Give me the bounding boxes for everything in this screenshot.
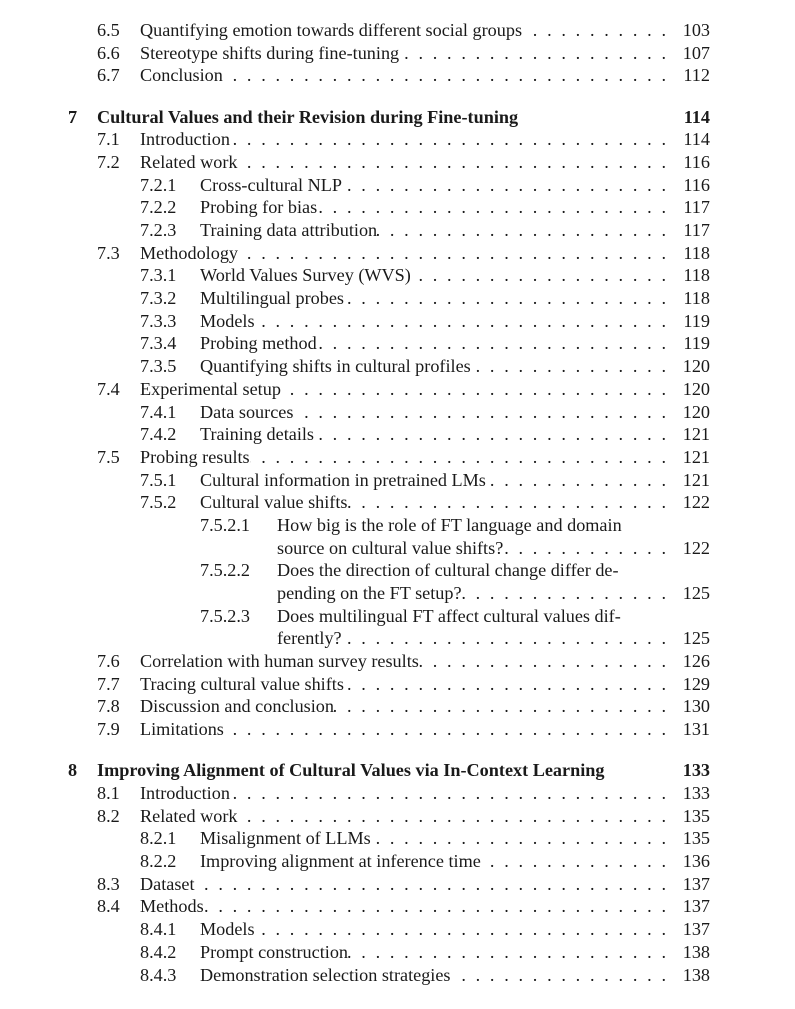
toc-entry[interactable] <box>0 850 795 873</box>
toc-entry-page: 121 <box>682 469 710 490</box>
toc-entry-title: Does the direction of cultural change differ de- <box>277 560 619 581</box>
toc-entry-title: Improving alignment at inference time <box>200 851 481 872</box>
toc-entry[interactable] <box>0 469 795 492</box>
toc-entry-line <box>277 559 710 582</box>
dot-leader <box>255 310 666 333</box>
toc-entry-page: 114 <box>683 129 710 150</box>
dot-leader <box>281 378 666 401</box>
toc-entry-title: Cultural Values and their Revision during Fine-tuning <box>97 106 519 127</box>
toc-entry-number: 7.5.1 <box>140 469 177 490</box>
toc-entry-page: 122 <box>682 537 710 558</box>
toc-entry[interactable] <box>0 605 795 628</box>
toc-entry-title: Methods <box>140 896 204 917</box>
toc-entry[interactable] <box>0 537 795 560</box>
toc-entry[interactable] <box>0 196 795 219</box>
toc-entry-title: Stereotype shifts during fine-tuning <box>140 42 400 63</box>
toc-entry-page: 117 <box>683 197 710 218</box>
toc-entry[interactable] <box>0 446 795 469</box>
toc-entry-page: 116 <box>683 174 710 195</box>
dot-leader <box>238 242 666 265</box>
toc-entry-number: 7.1 <box>97 129 120 150</box>
toc-entry-title: Methodology <box>140 242 239 263</box>
dot-leader <box>471 355 666 378</box>
toc-entry-page: 120 <box>682 401 710 422</box>
toc-entry[interactable] <box>0 627 795 650</box>
toc-entry-line <box>277 605 710 628</box>
toc-entry-page: 126 <box>682 651 710 672</box>
toc-entry-number: 7.3.3 <box>140 310 177 331</box>
toc-entry-number: 7.2.3 <box>140 220 177 240</box>
toc-entry-line <box>277 627 710 650</box>
toc-entry-page: 118 <box>683 288 710 309</box>
toc-entry-page: 138 <box>682 964 710 985</box>
toc-entry-page <box>666 559 710 582</box>
toc-entry[interactable] <box>0 941 795 964</box>
toc-entry-line <box>140 718 710 741</box>
toc-entry-number: 8 <box>68 760 78 781</box>
toc-entry[interactable] <box>0 673 795 696</box>
toc-entry[interactable] <box>0 423 795 446</box>
toc-entry-page: 114 <box>683 106 710 127</box>
toc-entry-line <box>97 759 710 782</box>
toc-entry[interactable] <box>0 650 795 673</box>
toc-entry[interactable] <box>0 310 795 333</box>
dot-leader <box>522 19 666 42</box>
toc-entry-line <box>277 514 710 537</box>
toc-entry-page: 133 <box>682 783 710 803</box>
dot-leader <box>237 805 666 828</box>
toc-entry-title: ferently? <box>277 628 342 649</box>
toc-entry-page: 120 <box>682 378 710 399</box>
toc-entry[interactable] <box>0 174 795 197</box>
toc-entry-title: pending on the FT setup? <box>277 583 462 603</box>
toc-entry-page: 121 <box>682 424 710 445</box>
dot-leader <box>237 151 666 174</box>
toc-entry-page: 120 <box>682 356 710 377</box>
toc-entry-number: 8.1 <box>97 783 120 803</box>
toc-entry-title: World Values Survey (WVS) <box>200 265 411 286</box>
toc-entry-number: 8.2.2 <box>140 851 177 872</box>
toc-entry-title: Discussion and conclusion <box>140 696 334 717</box>
dot-leader <box>377 219 666 242</box>
toc-entry-line <box>200 941 710 964</box>
toc-entry-page: 130 <box>682 696 710 717</box>
toc-entry-number: 8.4 <box>97 896 120 917</box>
toc-entry-line <box>200 264 710 287</box>
toc-entry-title: How big is the role of FT language and domain <box>277 514 622 535</box>
toc-entry-title: Data sources <box>200 401 294 422</box>
toc-entry-line <box>200 310 710 333</box>
toc-entry-number: 7.5.2.1 <box>200 514 251 535</box>
toc-entry-number: 7.5.2.2 <box>200 560 251 581</box>
toc-entry-number: 8.3 <box>97 873 120 894</box>
toc-entry[interactable] <box>0 219 795 242</box>
dot-leader <box>334 695 666 718</box>
toc-entry-number: 7.4 <box>97 378 120 399</box>
toc-entry-title: Probing results <box>140 446 250 467</box>
toc-entry-page: 137 <box>682 919 710 940</box>
dot-leader <box>230 128 666 151</box>
toc-entry-line <box>140 151 710 174</box>
dot-leader <box>224 718 666 741</box>
toc-entry-page: 131 <box>682 719 710 740</box>
toc-entry-title: Cultural value shifts <box>200 492 348 513</box>
toc-entry-number: 7.3.5 <box>140 356 177 377</box>
toc-entry-line <box>140 446 710 469</box>
toc-entry-page: 112 <box>683 65 710 86</box>
toc-entry-line <box>200 196 710 219</box>
dot-leader <box>486 469 666 492</box>
toc-entry-number: 8.4.2 <box>140 941 177 962</box>
toc-entry-title: Related work <box>140 805 238 826</box>
toc-entry-page: 122 <box>682 492 710 513</box>
dot-leader <box>317 196 666 219</box>
toc-entry[interactable] <box>0 19 795 42</box>
toc-entry-line <box>140 895 710 918</box>
toc-entry-page: 118 <box>683 265 710 286</box>
toc-entry-title: Tracing cultural value shifts <box>140 673 344 694</box>
toc-entry-title: Does multilingual FT affect cultural values dif- <box>277 605 621 626</box>
toc-entry-number: 7.4.1 <box>140 401 177 422</box>
toc-entry-page: 135 <box>682 805 710 826</box>
toc-entry-title: Cross-cultural NLP <box>200 174 342 195</box>
toc-entry[interactable] <box>0 895 795 918</box>
toc-entry-title: Quantifying shifts in cultural profiles <box>200 356 471 377</box>
toc-entry-number: 7.5.2.3 <box>200 605 251 626</box>
dot-leader <box>204 895 666 918</box>
toc-entry-number: 7.8 <box>97 696 120 717</box>
toc-entry-number: 7.5.2 <box>140 492 177 513</box>
toc-entry-line <box>140 805 710 828</box>
toc-entry-line <box>140 695 710 718</box>
dot-leader <box>250 446 666 469</box>
toc-entry-line <box>140 64 710 87</box>
toc-entry[interactable] <box>0 491 795 514</box>
toc-entry-title: Models <box>200 310 255 331</box>
toc-entry-title: Multilingual probes <box>200 288 344 309</box>
toc-entry-title: Experimental setup <box>140 378 281 399</box>
dot-leader <box>399 42 666 65</box>
dot-leader <box>344 287 666 310</box>
toc-entry-number: 6.5 <box>97 20 120 40</box>
toc-entry-page: 119 <box>683 310 710 331</box>
toc-entry-title: Introduction <box>140 783 230 803</box>
toc-entry[interactable] <box>0 918 795 941</box>
toc-entry-line <box>140 873 710 896</box>
toc-entry-title: Introduction <box>140 129 230 150</box>
toc-entry-title: Related work <box>140 151 238 172</box>
toc-entry-number: 8.2 <box>97 805 120 826</box>
toc-entry-line <box>277 537 710 560</box>
toc-entry-line <box>140 19 710 42</box>
toc-entry[interactable] <box>0 332 795 355</box>
toc-entry-number: 8.2.1 <box>140 828 177 849</box>
toc-entry[interactable] <box>0 64 795 87</box>
toc-entry[interactable] <box>0 514 795 537</box>
dot-leader <box>451 964 666 987</box>
dot-leader <box>344 673 666 696</box>
toc-entry[interactable] <box>0 718 795 741</box>
toc-entry-title: source on cultural value shifts? <box>277 537 504 558</box>
toc-entry[interactable] <box>0 42 795 65</box>
toc-entry-title: Improving Alignment of Cultural Values via In-Context Learning <box>97 760 605 781</box>
toc-entry-line <box>200 964 710 987</box>
toc-chapter-entry[interactable] <box>0 106 795 129</box>
dot-leader <box>195 873 666 896</box>
toc-entry-line <box>200 287 710 310</box>
toc-entry-title: Conclusion <box>140 65 223 86</box>
toc-entry-line <box>200 491 710 514</box>
toc-entry-page: 125 <box>682 628 710 649</box>
toc-chapter-entry[interactable] <box>0 759 795 782</box>
toc-entry-page <box>666 514 710 537</box>
toc-entry-line <box>140 242 710 265</box>
dot-leader <box>342 174 666 197</box>
toc-entry[interactable] <box>0 242 795 265</box>
toc-entry-number: 7.3.4 <box>140 333 177 354</box>
toc-entry-number: 7.9 <box>97 719 120 740</box>
toc-entry-line <box>97 106 710 129</box>
toc-entry-line <box>140 673 710 696</box>
dot-leader <box>255 918 666 941</box>
toc-entry-line <box>277 582 710 605</box>
toc-entry-title: Probing method <box>200 333 317 354</box>
toc-entry-title: Quantifying emotion towards different social groups <box>140 20 523 40</box>
toc-entry-title: Cultural information in pretrained LMs <box>200 469 486 490</box>
dot-leader <box>503 537 666 560</box>
toc-entry[interactable] <box>0 151 795 174</box>
toc-entry-line <box>200 219 710 242</box>
toc-entry-page: 116 <box>683 151 710 172</box>
toc-entry-line <box>200 355 710 378</box>
toc-entry-title: Limitations <box>140 719 224 740</box>
toc-entry-number: 7.3.2 <box>140 288 177 309</box>
dot-leader <box>348 491 667 514</box>
toc-entry-page: 107 <box>682 42 710 63</box>
toc-entry-line <box>140 128 710 151</box>
toc-entry-line <box>140 42 710 65</box>
toc-entry-number: 7.2 <box>97 151 120 172</box>
toc-entry-number: 7.3 <box>97 242 120 263</box>
toc-entry-number: 8.4.3 <box>140 964 177 985</box>
toc-entry-page: 133 <box>682 760 710 781</box>
toc-entry-title: Prompt construction <box>200 941 349 962</box>
toc-entry-line <box>200 918 710 941</box>
toc-entry-line <box>200 469 710 492</box>
toc-entry-line <box>140 650 710 673</box>
toc-entry[interactable] <box>0 128 795 151</box>
toc-entry-title: Probing for bias <box>200 197 318 218</box>
toc-entry-number: 6.6 <box>97 42 120 63</box>
toc-entry-title: Demonstration selection strategies <box>200 964 451 985</box>
dot-leader <box>462 582 666 605</box>
toc-entry-page: 137 <box>682 873 710 894</box>
dot-leader <box>419 650 666 673</box>
toc-entry-page: 119 <box>683 333 710 354</box>
dot-leader <box>230 782 666 805</box>
toc-entry[interactable] <box>0 264 795 287</box>
toc-entry-line <box>200 401 710 424</box>
toc-entry-line <box>200 174 710 197</box>
toc-entry-title: Misalignment of LLMs <box>200 828 371 849</box>
dot-leader <box>223 64 666 87</box>
toc-entry-title: Dataset <box>140 873 195 894</box>
toc-entry[interactable] <box>0 805 795 828</box>
toc-entry-line <box>200 332 710 355</box>
toc-entry-number: 7.3.1 <box>140 265 177 286</box>
toc-entry[interactable] <box>0 695 795 718</box>
toc-entry-number: 7.2.2 <box>140 197 177 218</box>
toc-entry[interactable] <box>0 582 795 605</box>
toc-entry-page: 103 <box>682 20 710 40</box>
dot-leader <box>317 332 666 355</box>
toc-entry-page: 118 <box>683 242 710 263</box>
toc-entry-number: 7.6 <box>97 651 120 672</box>
toc-entry-number: 7 <box>68 106 78 127</box>
dot-leader <box>348 941 666 964</box>
toc-entry-title: Training data attribution <box>200 220 378 240</box>
dot-leader <box>371 827 666 850</box>
toc-entry-line <box>140 782 710 805</box>
toc-entry-title: Correlation with human survey results <box>140 651 419 672</box>
toc-entry-number: 8.4.1 <box>140 919 177 940</box>
dot-leader <box>342 627 666 650</box>
toc-entry-line <box>140 378 710 401</box>
dot-leader <box>481 850 666 873</box>
toc-entry[interactable] <box>0 964 795 987</box>
toc-entry-number: 7.7 <box>97 673 120 694</box>
toc-entry-title: Models <box>200 919 255 940</box>
toc-entry[interactable] <box>0 378 795 401</box>
toc-entry[interactable] <box>0 401 795 424</box>
toc-entry-line <box>200 850 710 873</box>
toc-entry[interactable] <box>0 355 795 378</box>
dot-leader <box>293 401 666 424</box>
toc-entry-page: 129 <box>682 673 710 694</box>
toc-entry-page: 135 <box>682 828 710 849</box>
toc-entry-page <box>666 605 710 628</box>
dot-leader <box>411 264 666 287</box>
toc-entry-line <box>200 423 710 446</box>
toc-entry-title: Training details <box>200 424 315 445</box>
toc-entry-page: 117 <box>683 220 710 240</box>
toc-entry[interactable] <box>0 559 795 582</box>
toc-entry-page: 136 <box>682 851 710 872</box>
toc-entry-line <box>200 827 710 850</box>
toc-entry[interactable] <box>0 287 795 310</box>
toc-entry-number: 7.5 <box>97 446 120 467</box>
dot-leader <box>314 423 666 446</box>
toc-entry-page: 138 <box>682 941 710 962</box>
toc-entry-page: 137 <box>682 896 710 917</box>
toc-entry-number: 7.4.2 <box>140 424 177 445</box>
toc-entry-number: 7.2.1 <box>140 174 177 195</box>
toc-entry[interactable] <box>0 827 795 850</box>
toc-entry-page: 121 <box>682 446 710 467</box>
toc-entry[interactable] <box>0 873 795 896</box>
table-of-contents <box>0 19 795 986</box>
toc-entry-page: 125 <box>682 583 710 603</box>
toc-entry[interactable] <box>0 782 795 805</box>
toc-entry-number: 6.7 <box>97 65 120 86</box>
